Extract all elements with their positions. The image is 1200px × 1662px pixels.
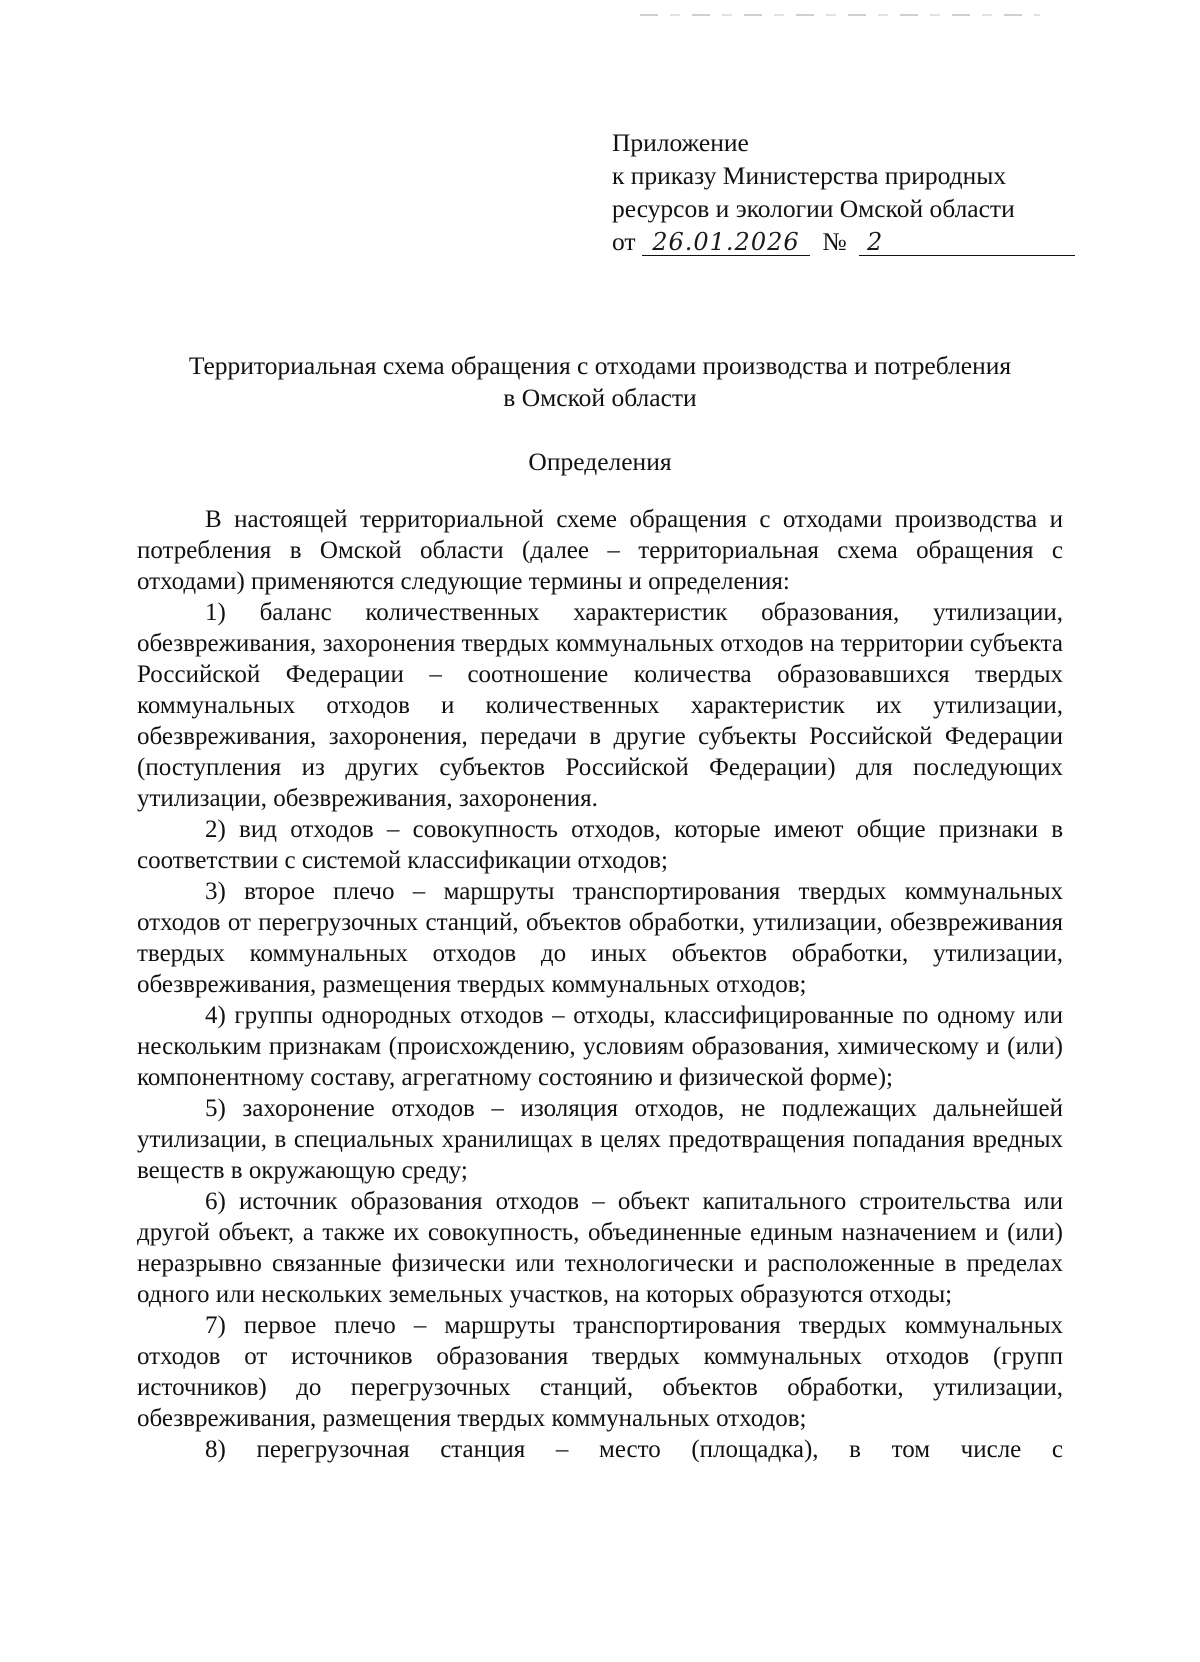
paragraph-7: 7) первое плечо – маршруты транспортирования твердых коммунальных отходов от источников образования твердых коммунальных отходов (групп источников) до перегрузочных станций, объектов обработки, утилизации, обезвреживания, размещения твердых коммунальных отходов;	[137, 1312, 1063, 1432]
document-title-line-1: Территориальная схема обращения с отходами производства и потребления	[188, 351, 1012, 380]
section-title: Определения	[528, 447, 672, 476]
date-prefix: от	[612, 227, 636, 256]
document-title-line-2: в Омской области	[503, 383, 697, 412]
scan-artifact-line	[640, 14, 1040, 16]
document-body	[137, 504, 1063, 1465]
appendix-line-3: ресурсов и экологии Омской области	[612, 194, 1015, 223]
paragraph-2: 2) вид отходов – совокупность отходов, которые имеют общие признаки в соответствии с системой классификации отходов;	[137, 816, 1063, 874]
paragraph-3: 3) второе плечо – маршруты транспортирования твердых коммунальных отходов от перегрузочных станций, объектов обработки, утилизации, обезвреживания твердых коммунальных отходов до иных объектов обработки, утилизации, обезвреживания, размещения твердых коммунальных отходов;	[137, 878, 1063, 998]
handwritten-date: 26.01.2026	[642, 229, 810, 256]
paragraph-4: 4) группы однородных отходов – отходы, классифицированные по одному или нескольким признакам (происхождению, условиям образования, химическому и (или) компонентному составу, агрегатному состоянию и физической форме);	[137, 1002, 1063, 1091]
appendix-date-line	[612, 225, 1072, 258]
appendix-line-1: Приложение	[612, 128, 749, 157]
appendix-line-2: к приказу Министерства природных	[612, 161, 1007, 190]
paragraph-5: 5) захоронение отходов – изоляция отходов, не подлежащих дальнейшей утилизации, в специальных хранилищах в целях предотвращения попадания вредных веществ в окружающую среду;	[137, 1095, 1063, 1184]
number-sign: №	[822, 227, 847, 256]
paragraph-6: 6) источник образования отходов – объект капитального строительства или другой объект, а также их совокупность, объединенные единым назначением и (или) неразрывно связанные физически или технологически и расположенные в пределах одного или нескольких земельных участков, на которых образуются отходы;	[137, 1188, 1063, 1308]
appendix-header	[612, 126, 1072, 258]
paragraph-8: 8) перегрузочная станция – место (площадка), в том числе с	[205, 1436, 1063, 1463]
handwritten-number: 2	[859, 229, 1075, 256]
paragraph-intro: В настоящей территориальной схеме обращения с отходами производства и потребления в Омской области (далее – территориальная схема обращения с отходами) применяются следующие термины и определения:	[137, 506, 1063, 595]
document-title	[140, 350, 1060, 414]
paragraph-1: 1) баланс количественных характеристик образования, утилизации, обезвреживания, захоронения твердых коммунальных отходов на территории субъекта Российской Федерации – соотношение количества образовавшихся твердых коммунальных отходов и количественных характеристик их утилизации, обезвреживания, захоронения, передачи в другие субъекты Российской Федерации (поступления из других субъектов Российской Федерации) для последующих утилизации, обезвреживания, захоронения.	[137, 599, 1063, 812]
